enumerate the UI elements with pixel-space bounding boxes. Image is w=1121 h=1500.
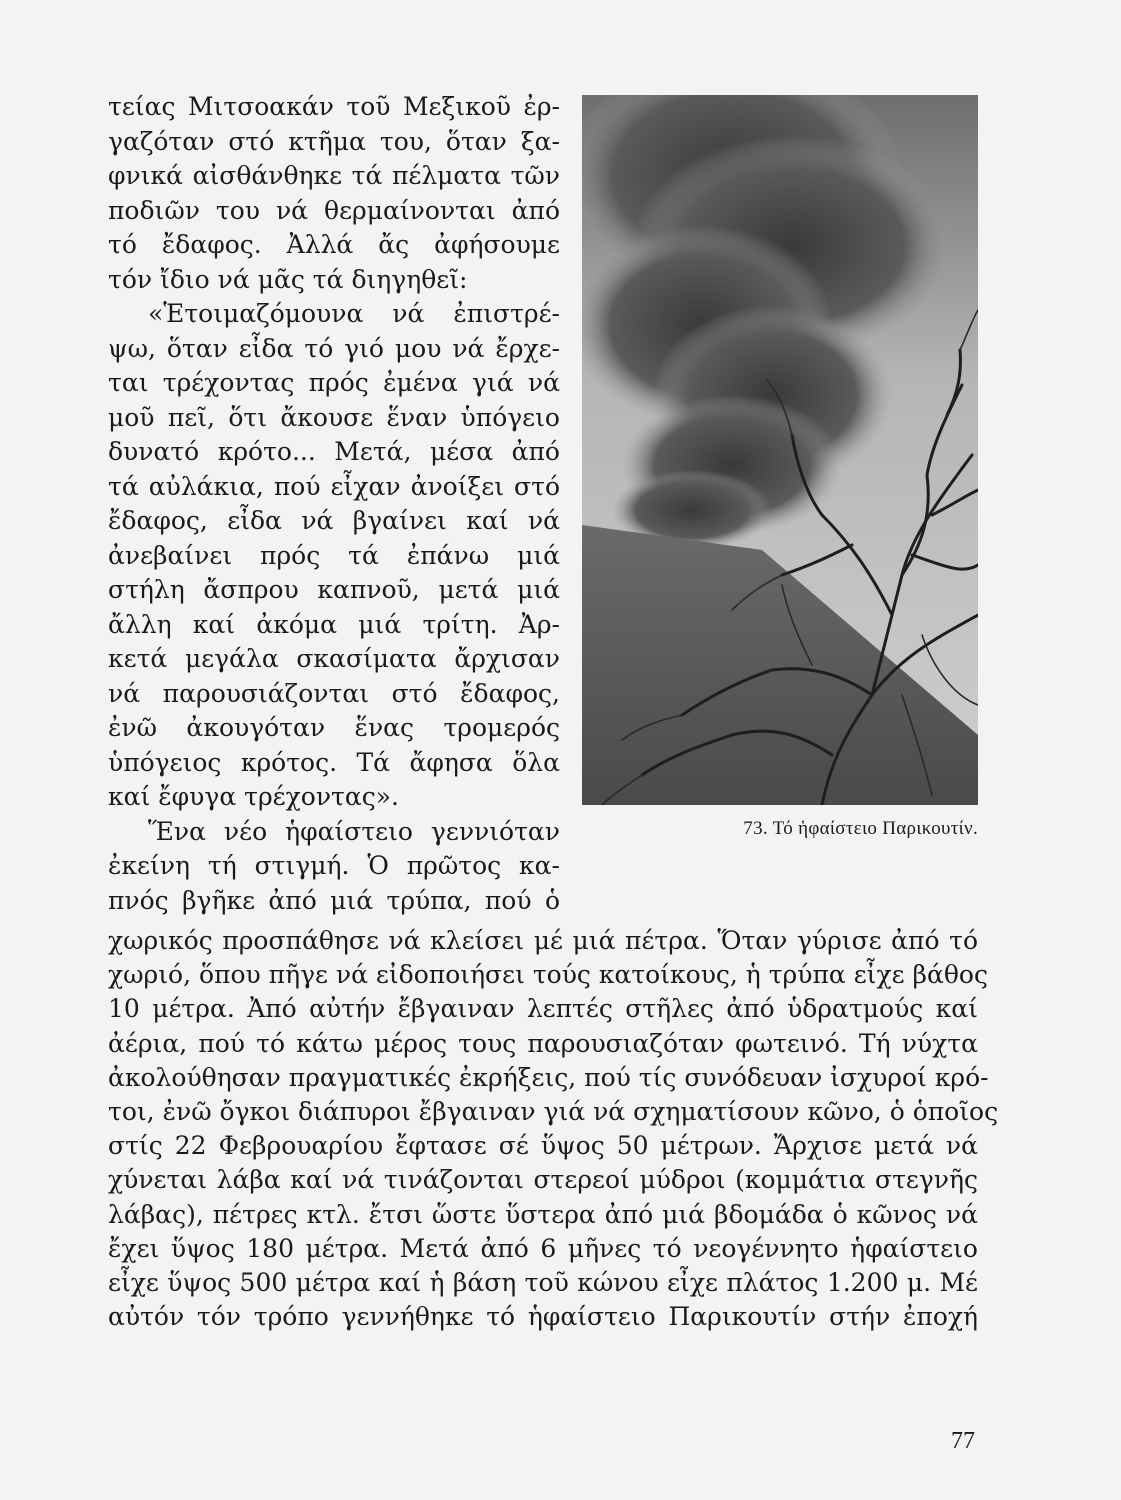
narrow-text-column (108, 90, 560, 918)
text-line: αὐτόν τόν τρόπο γεννήθηκε τό ἡφαίστειο Παρικουτίν στήν ἐποχή (108, 1302, 978, 1332)
text-line: εἶχε ὕψος 500 μέτρα καί ἡ βάση τοῦ κώνου εἶχε πλάτος 1.200 μ. Μέ (108, 1268, 978, 1298)
text-line: στίς 22 Φεβρουαρίου ἔφτασε σέ ὕψος 50 μέτρων. Ἄρχισε μετά νά (108, 1131, 978, 1161)
text-line: πνός βγῆκε ἀπό μιά τρύπα, πού ὁ (108, 885, 560, 915)
volcano-photo (582, 95, 978, 805)
text-line: ποδιῶν του νά θερμαίνονται ἀπό (108, 195, 560, 225)
text-line: ἐκείνη τή στιγμή. Ὁ πρῶτος κα- (108, 851, 560, 880)
text-line: στήλη ἄσπρου καπνοῦ, μετά μιά (108, 575, 560, 604)
page-number: 77 (951, 1428, 975, 1454)
text-line: τά αὐλάκια, πού εἶχαν ἀνοίξει στό (108, 471, 560, 501)
text-line: γαζόταν στό κτῆμα του, ὅταν ξα- (108, 126, 560, 156)
text-line: τοι, ἐνῶ ὄγκοι διάπυροι ἔβγαιναν γιά νά σχηματίσουν κῶνο, ὁ ὁποῖος (108, 1097, 999, 1127)
text-line: κετά μεγάλα σκασίματα ἄρχισαν (108, 644, 560, 673)
text-line: μοῦ πεῖ, ὅτι ἄκουσε ἕναν ὑπόγειο (108, 402, 560, 432)
text-line: ἀέρια, πού τό κάτω μέρος τους παρουσιαζόταν φωτεινό. Τή νύχτα (108, 1028, 978, 1058)
text-line: χωρικός προσπάθησε νά κλείσει μέ μιά πέτρα. Ὅταν γύρισε ἀπό τό (108, 926, 978, 955)
text-line: χωριό, ὅπου πῆγε νά εἰδοποιήσει τούς κατοίκους, ἡ τρύπα εἶχε βάθος (108, 960, 988, 990)
text-line: Ἕνα νέο ἡφαίστειο γεννιόταν (148, 816, 560, 846)
text-line: ὑπόγειος κρότος. Τά ἄφησα ὅλα (108, 747, 560, 777)
text-line: ἔδαφος, εἶδα νά βγαίνει καί νά (108, 506, 560, 535)
text-line: φνικά αἰσθάνθηκε τά πέλματα τῶν (108, 161, 560, 190)
text-line: ψω, ὅταν εἶδα τό γιό μου νά ἔρχε- (108, 333, 560, 363)
text-line: χύνεται λάβα καί νά τινάζονται στερεοί μύδροι (κομμάτια στεγνῆς (108, 1165, 978, 1195)
text-line: τό ἔδαφος. Ἀλλά ἄς ἀφήσουμε (108, 230, 560, 259)
text-line: λάβας), πέτρες κτλ. ἔτσι ὥστε ὕστερα ἀπό μιά βδομάδα ὁ κῶνος νά (108, 1199, 978, 1229)
text-line: τόν ἴδιο νά μᾶς τά διηγηθεῖ: (108, 264, 468, 294)
wide-text-column (108, 924, 999, 1334)
figure-caption: 73. Τό ἡφαίστειο Παρικουτίν. (743, 818, 978, 839)
text-line: ται τρέχοντας πρός ἐμένα γιά νά (108, 368, 560, 397)
text-line: ἀκολούθησαν πραγματικές ἐκρήξεις, πού τίς συνόδευαν ἰσχυροί κρό- (108, 1062, 989, 1092)
text-line: 10 μέτρα. Ἀπό αὐτήν ἔβγαιναν λεπτές στῆλες ἀπό ὑδρατμούς καί (108, 994, 978, 1024)
text-line: ἄλλη καί ἀκόμα μιά τρίτη. Ἀρ- (108, 609, 560, 639)
text-line: «Ἑτοιμαζόμουνα νά ἐπιστρέ- (148, 299, 560, 328)
text-line: ἐνῶ ἀκουγόταν ἕνας τρομερός (108, 713, 560, 742)
text-line: καί ἔφυγα τρέχοντας». (108, 782, 399, 811)
volcano-photo-illustration (582, 95, 978, 805)
text-line: νά παρουσιάζονται στό ἔδαφος, (108, 678, 560, 708)
text-line: δυνατό κρότο... Μετά, μέσα ἀπό (108, 437, 560, 466)
text-line: ἔχει ὕψος 180 μέτρα. Μετά ἀπό 6 μῆνες τό νεογέννητο ἡφαίστειο (108, 1233, 978, 1263)
text-line: ἀνεβαίνει πρός τά ἐπάνω μιά (108, 540, 560, 570)
text-line: τείας Μιτσοακάν τοῦ Μεξικοῦ ἐρ- (108, 92, 560, 121)
